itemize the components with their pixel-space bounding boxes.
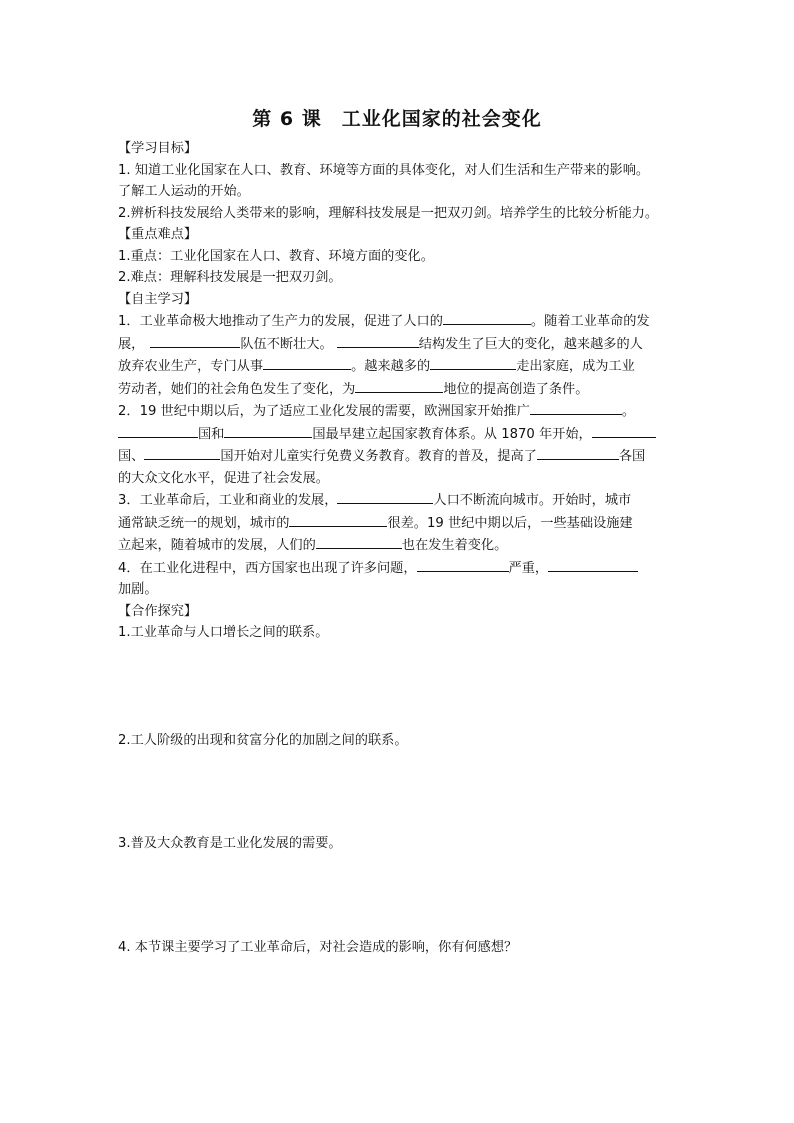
text: 立起来，随着城市的发展，人们的 <box>118 538 316 553</box>
text: 队伍不断壮大。 <box>240 336 333 352</box>
text: 1．工业革命极大地推动了生产力的发展，促进了人口的 <box>118 314 443 329</box>
fill-blank[interactable] <box>355 378 443 393</box>
self-q2-line-4: 的大众文化水平，促进了社会发展。 <box>118 470 329 486</box>
fill-blank[interactable] <box>530 400 622 415</box>
text: 劳动者，她们的社会角色发生了变化，为 <box>118 381 356 397</box>
answer-space-2[interactable] <box>118 751 678 833</box>
self-q1-line-4 <box>118 378 678 401</box>
text: 通常缺乏统一的规划，城市的 <box>118 515 290 531</box>
fill-blank[interactable] <box>337 333 419 348</box>
objective-line-3: 2.辨析科技发展给人类带来的影响，理解科技发展是一把双刃剑。培养学生的比较分析能力。 <box>118 205 659 221</box>
objective-line-1: 1. 知道工业化国家在人口、教育、环境等方面的具体变化，对人们生活和生产带来的影响。 <box>118 162 650 178</box>
text: 3．工业革命后，工业和商业的发展， <box>118 493 338 508</box>
self-q3-line-2 <box>118 512 678 535</box>
keypoint-line-1: 1.重点：工业化国家在人口、教育、环境方面的变化。 <box>118 248 434 264</box>
page-title: 第 6 课 工业化国家的社会变化 <box>252 108 542 130</box>
explore-q1: 1.工业革命与人口增长之间的联系。 <box>118 625 329 640</box>
text: 结构发生了巨大的变化，越来越多的人 <box>418 336 643 352</box>
text: 国和 <box>198 426 225 442</box>
fill-blank[interactable] <box>537 445 619 460</box>
answer-space-3[interactable] <box>118 855 678 937</box>
text: 放弃农业生产，专门从事 <box>118 359 264 374</box>
explore-q2: 2.工人阶级的出现和贫富分化的加剧之间的联系。 <box>118 732 408 748</box>
keypoints-header: 【重点难点】 <box>118 227 198 242</box>
text: 国最早建立起国家教育体系。从 1870 年开始， <box>312 426 592 442</box>
explore-q4: 4. 本节课主要学习了工业革命后，对社会造成的影响，你有何感想？ <box>118 939 518 955</box>
text: 2．19 世纪中期以后，为了适应工业化发展的需要，欧洲国家开始推广 <box>118 404 530 419</box>
text: 严重， <box>508 560 549 576</box>
text: 地位的提高创造了条件。 <box>443 381 589 397</box>
fill-blank[interactable] <box>592 423 656 438</box>
text: 。 <box>621 404 635 419</box>
text: 。越来越多的 <box>351 359 431 374</box>
fill-blank[interactable] <box>144 445 220 460</box>
answer-space-1[interactable] <box>118 644 678 730</box>
text: 也在发生着变化。 <box>401 538 508 553</box>
fill-blank[interactable] <box>289 512 387 527</box>
text: 展， <box>118 336 145 352</box>
self-study-header: 【自主学习】 <box>118 291 198 307</box>
fill-blank[interactable] <box>150 333 240 348</box>
fill-blank[interactable] <box>443 310 531 325</box>
fill-blank[interactable] <box>337 489 433 504</box>
text: 走出家庭，成为工业 <box>516 359 635 374</box>
self-q1-line-2 <box>118 333 678 356</box>
fill-blank[interactable] <box>224 423 312 438</box>
self-q2-line-2 <box>118 423 678 446</box>
worksheet-content <box>118 138 678 958</box>
self-q4-line-2: 加剧。 <box>118 582 158 597</box>
text: 国开始对儿童实行免费义务教育。教育的普及，提高了 <box>220 449 537 464</box>
text: 国、 <box>118 449 145 464</box>
self-q4-line-1 <box>118 557 678 580</box>
explore-header: 【合作探究】 <box>118 603 198 619</box>
text: 各国 <box>618 449 646 464</box>
fill-blank[interactable] <box>316 534 402 549</box>
fill-blank[interactable] <box>548 557 638 572</box>
self-q2-line-3 <box>118 445 678 468</box>
text: 4．在工业化进程中，西方国家也出现了许多问题， <box>118 560 417 576</box>
text: 。随着工业革命的发 <box>530 314 650 329</box>
self-q1-line-3 <box>118 355 678 378</box>
self-q3-line-1 <box>118 489 678 512</box>
text: 人口不断流向城市。开始时，城市 <box>433 493 632 508</box>
objective-line-2: 了解工人运动的开始。 <box>118 184 250 199</box>
self-q2-line-1 <box>118 400 678 423</box>
text: 很差。19 世纪中期以后，一些基础设施建 <box>387 515 633 531</box>
keypoint-line-2: 2.难点：理解科技发展是一把双刃剑。 <box>118 270 342 285</box>
self-q3-line-3 <box>118 534 678 557</box>
explore-q3: 3.普及大众教育是工业化发展的需要。 <box>118 836 342 851</box>
objectives-header: 【学习目标】 <box>118 141 198 156</box>
fill-blank[interactable] <box>430 355 516 370</box>
fill-blank[interactable] <box>417 557 509 572</box>
fill-blank[interactable] <box>118 423 198 438</box>
self-q1-line-1 <box>118 310 678 333</box>
fill-blank[interactable] <box>263 355 351 370</box>
